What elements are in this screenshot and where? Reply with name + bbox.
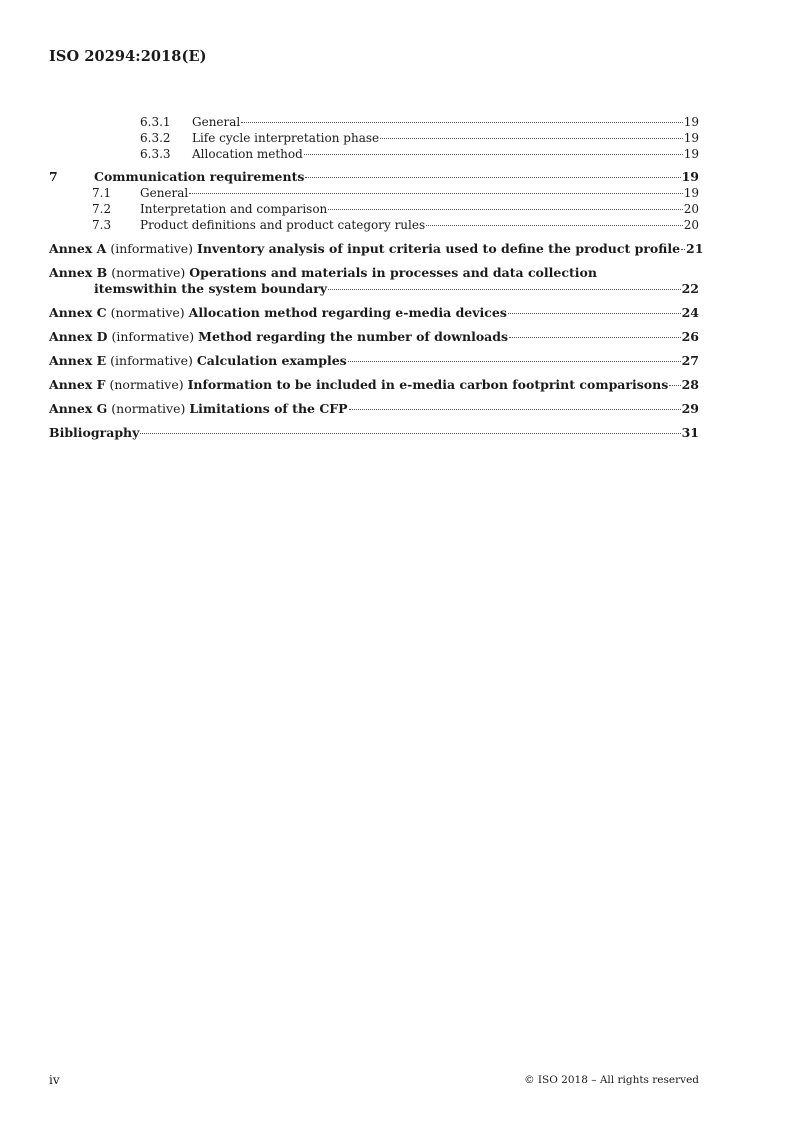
annex-label: Annex B: [49, 265, 108, 280]
toc-entry-number: 6.3.3: [140, 147, 171, 161]
dot-leader: [348, 361, 681, 362]
toc-entry-title: Communication requirements: [94, 169, 305, 184]
toc-entry-annex-e[interactable]: [49, 353, 699, 369]
toc-entry-page: 20: [683, 202, 699, 216]
toc-entry-7-1[interactable]: [49, 185, 699, 201]
dot-leader: [508, 313, 681, 314]
annex-title: Method regarding the number of downloads: [198, 329, 509, 344]
annex-title: Limitations of the CFP: [189, 401, 348, 416]
toc-entry-6-3-1[interactable]: [49, 114, 699, 130]
annex-label: Annex D: [49, 329, 108, 344]
toc-entry-7-3[interactable]: [49, 217, 699, 233]
footer-page-number: iv: [49, 1073, 60, 1087]
toc-entry-page: 19: [681, 169, 699, 184]
annex-title: Calculation examples: [196, 353, 347, 368]
toc-entry-annex-d[interactable]: [49, 329, 699, 345]
toc-entry-title: General: [140, 186, 189, 200]
annex-label: Annex E: [49, 353, 107, 368]
annex-title-line1: Operations and materials in processes and data collection: [189, 265, 597, 280]
toc-entry-bibliography[interactable]: [49, 425, 699, 441]
dot-leader: [328, 289, 681, 290]
annex-label: Annex A: [49, 241, 107, 256]
toc-entry-page: 31: [681, 425, 699, 440]
toc-entry-annex-c[interactable]: [49, 305, 699, 321]
toc-entry-page: 22: [681, 281, 699, 296]
toc-entry-page: 27: [681, 353, 699, 368]
toc-entry-page: 26: [681, 329, 699, 344]
toc-entry-page: 19: [683, 147, 699, 161]
annex-kind: (informative): [111, 329, 195, 344]
table-of-contents: [49, 114, 704, 441]
annex-title-line2: itemswithin the system boundary: [94, 281, 328, 296]
toc-entry-page: 19: [683, 186, 699, 200]
toc-entry-title: Allocation method: [192, 147, 303, 161]
document-id-header: ISO 20294:2018(E): [49, 48, 207, 65]
footer-copyright: © ISO 2018 – All rights reserved: [524, 1074, 699, 1086]
annex-kind: (normative): [111, 265, 186, 280]
toc-entry-page: 21: [686, 241, 704, 256]
toc-entry-annex-f[interactable]: [49, 377, 699, 393]
toc-entry-title: Life cycle interpretation phase: [192, 131, 380, 145]
toc-entry-number: 7: [49, 169, 58, 184]
dot-leader: [681, 249, 685, 250]
annex-kind: (informative): [110, 353, 193, 368]
annex-kind: (normative): [110, 305, 185, 320]
toc-entry-page: 28: [681, 377, 699, 392]
toc-entry-number: 6.3.1: [140, 115, 171, 129]
annex-title: Inventory analysis of input criteria used to define the product profile: [197, 241, 681, 256]
toc-entry-6-3-3[interactable]: [49, 146, 699, 162]
annex-label: Annex G: [49, 401, 108, 416]
annex-label: Annex C: [49, 305, 107, 320]
toc-entry-page: 20: [683, 218, 699, 232]
toc-entry-title: Interpretation and comparison: [140, 202, 328, 216]
toc-entry-page: 24: [681, 305, 699, 320]
toc-entry-7-2[interactable]: [49, 201, 699, 217]
dot-leader: [241, 122, 682, 123]
toc-entry-annex-b[interactable]: [49, 265, 699, 297]
toc-entry-number: 7.2: [92, 202, 112, 216]
annex-title: Information to be included in e-media carbon footprint comparisons: [187, 377, 669, 392]
dot-leader: [349, 409, 681, 410]
dot-leader: [305, 177, 680, 178]
annex-label: Annex F: [49, 377, 106, 392]
toc-entry-title: Product definitions and product category rules: [140, 218, 426, 232]
dot-leader: [509, 337, 681, 338]
toc-entry-number: 7.1: [92, 186, 112, 200]
dot-leader: [328, 209, 682, 210]
dot-leader: [140, 433, 680, 434]
annex-kind: (normative): [109, 377, 184, 392]
dot-leader: [426, 225, 683, 226]
annex-title: Allocation method regarding e-media devices: [188, 305, 507, 320]
dot-leader: [304, 154, 683, 155]
toc-entry-annex-a[interactable]: [49, 241, 704, 257]
annex-kind: (normative): [111, 401, 186, 416]
toc-entry-page: 19: [683, 115, 699, 129]
dot-leader: [380, 138, 683, 139]
toc-entry-page: 29: [681, 401, 699, 416]
toc-entry-annex-g[interactable]: [49, 401, 699, 417]
dot-leader: [189, 193, 682, 194]
toc-entry-number: 7.3: [92, 218, 112, 232]
toc-entry-number: 6.3.2: [140, 131, 171, 145]
toc-entry-page: 19: [683, 131, 699, 145]
bibliography-title: Bibliography: [49, 425, 140, 440]
annex-kind: (informative): [110, 241, 194, 256]
toc-entry-title: General: [192, 115, 241, 129]
dot-leader: [669, 385, 680, 386]
toc-entry-clause-7[interactable]: [49, 169, 699, 185]
toc-entry-6-3-2[interactable]: [49, 130, 699, 146]
